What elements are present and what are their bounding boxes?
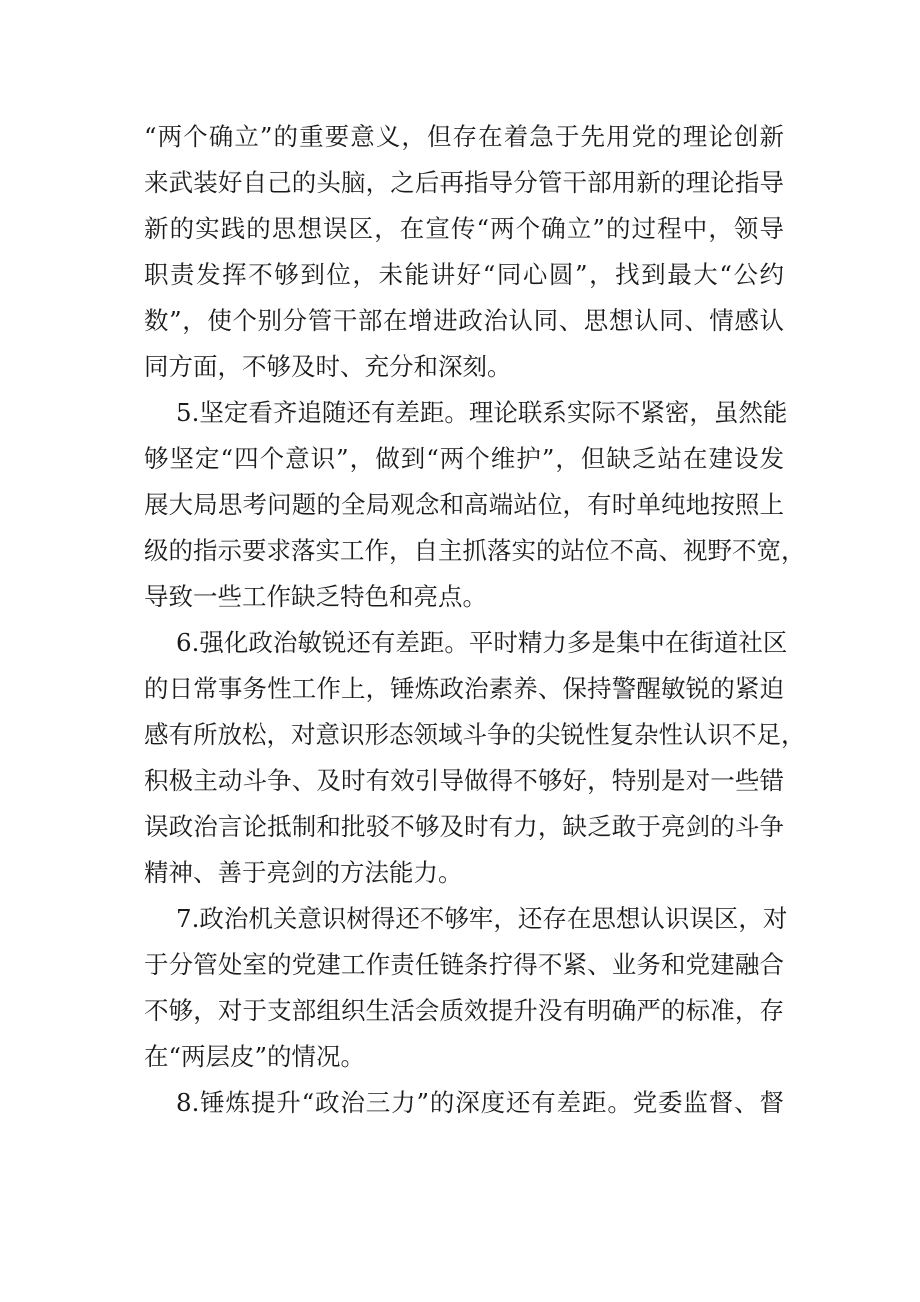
text-line: 的日常事务性工作上，锤炼政治素养、保持警醒敏锐的紧迫	[144, 674, 784, 703]
document-body	[144, 114, 806, 1126]
text-line: 于分管处室的党建工作责任链条拧得不紧、业务和党建融合	[144, 950, 784, 979]
text-line: 新的实践的思想误区，在宣传“两个确立”的过程中，领导	[144, 214, 784, 243]
text-line: 职责发挥不够到位，未能讲好“同心圆”，找到最大“公约	[144, 260, 784, 289]
text-line: 展大局思考问题的全局观念和高端站位，有时单纯地按照上	[144, 490, 784, 519]
text-line: “两个确立”的重要意义，但存在着急于先用党的理论创新	[144, 122, 784, 151]
text-line: 误政治言论抵制和批驳不够及时有力，缺乏敢于亮剑的斗争	[144, 812, 784, 841]
paragraph-item-6	[144, 620, 806, 896]
text-line: 来武装好自己的头脑，之后再指导分管干部用新的理论指导	[144, 168, 784, 197]
text-line: 感有所放松，对意识形态领域斗争的尖锐性复杂性认识不足，	[144, 720, 806, 749]
text-line: 级的指示要求落实工作，自主抓落实的站位不高、视野不宽，	[144, 536, 806, 565]
paragraph-item-5	[144, 390, 806, 620]
text-line: 8.锤炼提升“政治三力”的深度还有差距。党委监督、督	[176, 1088, 784, 1117]
text-line: 在“两层皮”的情况。	[144, 1042, 366, 1071]
text-line: 够坚定“四个意识”，做到“两个维护”，但缺乏站在建设发	[144, 444, 784, 473]
text-line: 5.坚定看齐追随还有差距。理论联系实际不紧密，虽然能	[176, 398, 788, 427]
paragraph-item-8	[144, 1080, 784, 1126]
text-line: 6.强化政治敏锐还有差距。平时精力多是集中在街道社区	[176, 628, 788, 657]
text-line: 数”，使个别分管干部在增进政治认同、思想认同、情感认	[144, 306, 784, 335]
paragraph-item-7	[144, 896, 788, 1080]
text-line: 精神、善于亮剑的方法能力。	[144, 858, 463, 887]
text-line: 导致一些工作缺乏特色和亮点。	[144, 582, 487, 611]
text-line: 不够，对于支部组织生活会质效提升没有明确严的标准，存	[144, 996, 784, 1025]
text-line: 7.政治机关意识树得还不够牢，还存在思想认识误区，对	[176, 904, 788, 933]
paragraph-continuation	[144, 114, 784, 390]
text-line: 同方面，不够及时、充分和深刻。	[144, 352, 512, 381]
text-line: 积极主动斗争、及时有效引导做得不够好，特别是对一些错	[144, 766, 784, 795]
